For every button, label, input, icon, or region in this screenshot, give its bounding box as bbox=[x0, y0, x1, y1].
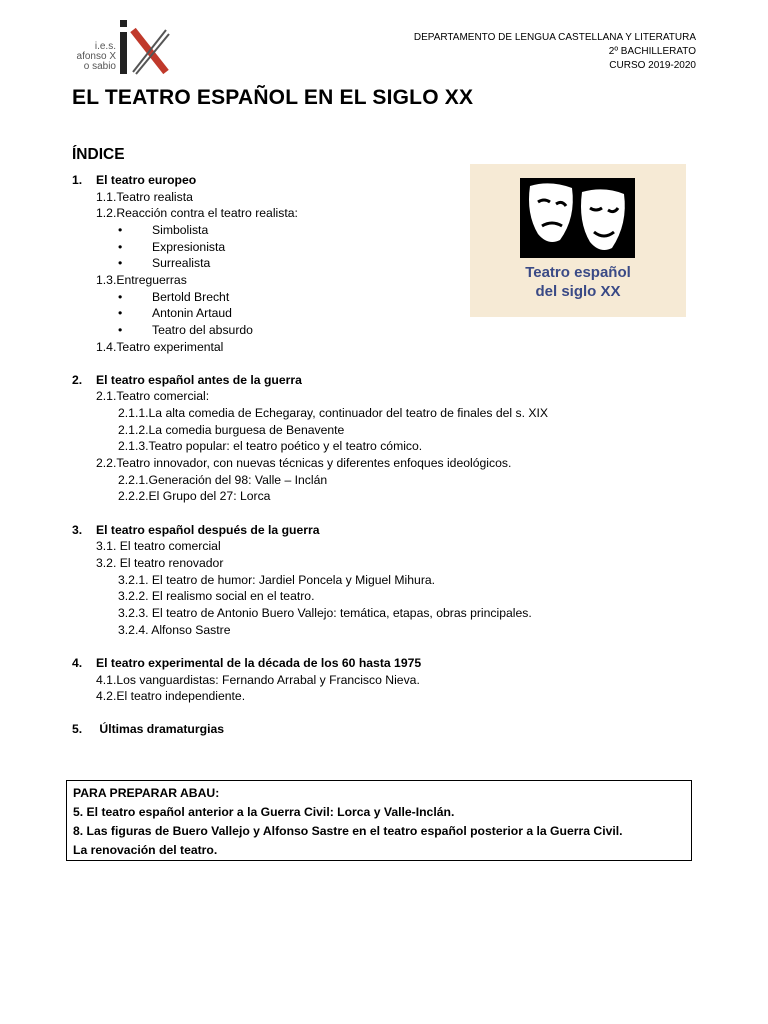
toc-entry bbox=[96, 205, 298, 221]
toc-text: Reacción contra el teatro realista: bbox=[116, 206, 298, 221]
toc-text: El teatro renovador bbox=[116, 555, 224, 570]
toc-number: 2.2.1. bbox=[118, 472, 149, 487]
toc-text: Teatro realista bbox=[116, 189, 193, 204]
toc-number: 1.2. bbox=[96, 206, 117, 221]
toc-number: 3.2. bbox=[96, 555, 117, 570]
abau-box bbox=[66, 780, 692, 861]
toc-entry bbox=[118, 472, 327, 488]
toc-number: 3.1. bbox=[96, 539, 117, 554]
toc-number: 3.2.1. bbox=[118, 572, 149, 587]
toc-entry bbox=[96, 272, 187, 288]
toc-text: El teatro de Antonio Buero Vallejo: temática, etapas, obras principales. bbox=[148, 605, 532, 620]
toc-number: 2. bbox=[72, 372, 83, 387]
toc-entry bbox=[118, 239, 225, 255]
toc-entry bbox=[96, 672, 420, 688]
toc-text: El teatro de humor: Jardiel Poncela y Miguel Mihura. bbox=[148, 572, 436, 587]
toc-text: El teatro europeo bbox=[96, 173, 197, 187]
toc-entry bbox=[118, 422, 344, 438]
toc-number: 1.3. bbox=[96, 272, 117, 287]
school-logo bbox=[76, 20, 176, 78]
toc-text: Entreguerras bbox=[116, 272, 187, 287]
toc-text: Teatro popular: el teatro poético y el teatro cómico. bbox=[148, 439, 423, 454]
toc-entry bbox=[118, 588, 314, 604]
toc-number: 1. bbox=[72, 173, 83, 187]
toc-entry bbox=[96, 388, 209, 404]
toc-text: Bertold Brecht bbox=[152, 289, 230, 304]
toc-number: 4.2. bbox=[96, 689, 117, 704]
toc-text: Simbolista bbox=[152, 222, 209, 237]
toc-text: Teatro experimental bbox=[116, 339, 224, 354]
image-caption-line2: del siglo XX bbox=[535, 283, 621, 300]
toc-number: 5. bbox=[72, 722, 83, 737]
logo-text: i.e.s. afonso X o sabio bbox=[76, 41, 116, 72]
toc-number: 2.2.2. bbox=[118, 489, 149, 504]
toc-text: Los vanguardistas: Fernando Arrabal y Francisco Nieva. bbox=[116, 672, 420, 687]
toc-number: 3.2.2. bbox=[118, 589, 149, 604]
toc-number: 2.2. bbox=[96, 456, 117, 471]
toc-entry bbox=[118, 488, 270, 504]
toc-entry bbox=[118, 572, 435, 588]
toc-entry bbox=[118, 255, 210, 271]
toc-entry bbox=[118, 622, 230, 638]
toc-entry bbox=[96, 455, 511, 471]
toc-entry bbox=[72, 372, 302, 388]
bullet-icon: • bbox=[118, 222, 123, 237]
toc-text: El teatro comercial bbox=[116, 539, 221, 554]
logo-ix-mark-icon bbox=[116, 20, 176, 76]
index-heading: ÍNDICE bbox=[72, 146, 125, 163]
document-title: EL TEATRO ESPAÑOL EN EL SIGLO XX bbox=[72, 86, 474, 109]
toc-entry bbox=[118, 305, 232, 321]
theatre-image bbox=[470, 164, 686, 317]
toc-entry bbox=[118, 438, 422, 454]
toc-text: Alfonso Sastre bbox=[148, 622, 231, 637]
department-header: DEPARTAMENTO DE LENGUA CASTELLANA Y LITERATURA 2º BACHILLERATO CURSO 2019-2020 bbox=[413, 32, 696, 71]
toc-text: Expresionista bbox=[152, 239, 226, 254]
toc-text: El teatro español antes de la guerra bbox=[96, 372, 302, 387]
abau-heading: PARA PREPARAR ABAU: bbox=[73, 786, 220, 800]
toc-number: 3.2.3. bbox=[118, 605, 149, 620]
toc-entry bbox=[118, 405, 548, 421]
toc-number: 2.1.2. bbox=[118, 422, 149, 437]
toc-entry bbox=[96, 189, 193, 205]
toc-entry bbox=[72, 655, 421, 671]
toc-text: Teatro comercial: bbox=[116, 389, 210, 404]
toc-number: 4.1. bbox=[96, 672, 117, 687]
toc-number: 3.2.4. bbox=[118, 622, 149, 637]
toc-entry bbox=[118, 605, 532, 621]
toc-text: El teatro independiente. bbox=[116, 689, 246, 704]
toc-entry bbox=[72, 721, 224, 737]
toc-text: Últimas dramaturgias bbox=[96, 722, 225, 737]
toc-text: La comedia burguesa de Benavente bbox=[148, 422, 345, 437]
toc-number: 2.1.1. bbox=[118, 406, 149, 421]
toc-entry bbox=[96, 555, 223, 571]
toc-number: 4. bbox=[72, 655, 83, 670]
toc-entry bbox=[72, 172, 196, 188]
bullet-icon: • bbox=[118, 322, 123, 337]
toc-entry bbox=[96, 538, 221, 554]
abau-item: 8. Las figuras de Buero Vallejo y Alfonso Sastre en el teatro español posterior a la Guerra Civil. bbox=[73, 824, 623, 838]
toc-text: El Grupo del 27: Lorca bbox=[148, 489, 271, 504]
toc-number: 1.1. bbox=[96, 189, 117, 204]
toc-entry bbox=[96, 339, 223, 355]
abau-item: 5. El teatro español anterior a la Guerra Civil: Lorca y Valle-Inclán. bbox=[73, 805, 455, 819]
theatre-masks-icon bbox=[520, 178, 635, 258]
bullet-icon: • bbox=[118, 239, 123, 254]
toc-number: 3. bbox=[72, 522, 83, 537]
toc-text: Antonin Artaud bbox=[152, 306, 232, 321]
abau-item: La renovación del teatro. bbox=[73, 843, 218, 857]
toc-entry bbox=[118, 222, 208, 238]
toc-text: La alta comedia de Echegaray, continuador del teatro de finales del s. XIX bbox=[148, 406, 549, 421]
toc-entry bbox=[72, 522, 320, 538]
toc-text: El teatro español después de la guerra bbox=[96, 522, 320, 537]
toc-text: El teatro experimental de la década de los 60 hasta 1975 bbox=[96, 655, 422, 670]
bullet-icon: • bbox=[118, 256, 123, 271]
toc-entry bbox=[118, 289, 229, 305]
toc-number: 2.1. bbox=[96, 389, 117, 404]
toc-text: Teatro innovador, con nuevas técnicas y diferentes enfoques ideológicos. bbox=[116, 456, 512, 471]
bullet-icon: • bbox=[118, 289, 123, 304]
toc-text: Teatro del absurdo bbox=[152, 322, 253, 337]
bullet-icon: • bbox=[118, 306, 123, 321]
toc-number: 2.1.3. bbox=[118, 439, 149, 454]
toc-entry bbox=[96, 688, 245, 704]
toc-number: 1.4. bbox=[96, 339, 117, 354]
toc-entry bbox=[118, 322, 253, 338]
toc-text: Generación del 98: Valle – Inclán bbox=[148, 472, 328, 487]
toc-text: El realismo social en el teatro. bbox=[148, 589, 315, 604]
image-caption-line1: Teatro español bbox=[525, 264, 631, 281]
toc-text: Surrealista bbox=[152, 256, 211, 271]
